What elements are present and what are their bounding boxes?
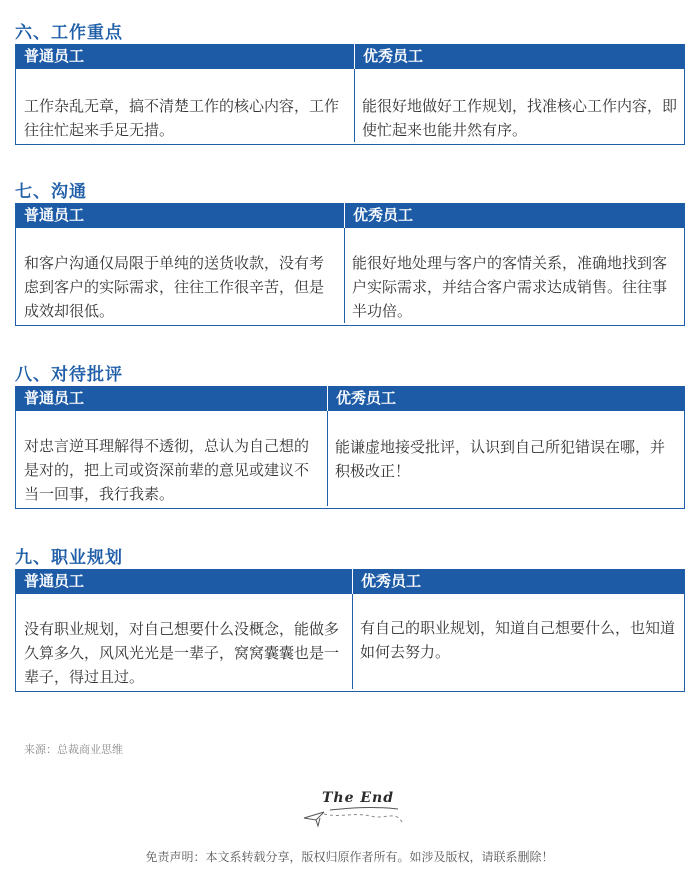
the-end-text: The End [322, 790, 395, 806]
section-title: 七、沟通 [15, 182, 87, 202]
section-work-focus [15, 22, 685, 145]
header-excellent-employee: 优秀员工 [354, 44, 684, 69]
cell-ordinary-employee: 对忠言逆耳理解得不透彻，总认为自己想的是对的，把上司或资深前辈的意见或建议不当一回事，我行我素。 [24, 437, 310, 503]
cell-excellent-employee: 能谦虚地接受批评，认识到自己所犯错误在哪，并积极改正！ [327, 411, 684, 506]
section-title: 六、工作重点 [15, 23, 123, 43]
the-end-graphic [300, 788, 410, 838]
paper-plane-icon [300, 788, 410, 838]
table-header [16, 203, 684, 228]
header-excellent-employee: 优秀员工 [352, 569, 684, 594]
cell-ordinary-employee: 和客户沟通仅局限于单纯的送货收款，没有考虑到客户的实际需求，往往工作很辛苦，但是成效却很低。 [24, 254, 325, 320]
disclaimer: 免责声明：本文系转载分享，版权归原作者所有。如涉及版权，请联系删除！ [145, 850, 554, 864]
cell-excellent-employee: 能很好地做好工作规划，找准核心工作内容，即使忙起来也能井然有序。 [354, 69, 684, 142]
header-excellent-employee: 优秀员工 [327, 386, 684, 411]
cell-ordinary-employee: 没有职业规划，对自己想要什么没概念，能做多久算多久，风风光光是一辈子，窝窝囊囊也是一辈子，得过且过。 [24, 620, 340, 686]
section-communication [15, 181, 685, 326]
table-row [16, 594, 684, 691]
table-row [16, 228, 684, 325]
table-row [16, 411, 684, 508]
cell-excellent-employee: 有自己的职业规划，知道自己想要什么，也知道如何去努力。 [352, 594, 684, 689]
header-excellent-employee: 优秀员工 [344, 203, 684, 228]
cell-excellent-employee: 能很好地处理与客户的客情关系，准确地找到客户实际需求，并结合客户需求达成销售。往往事半功倍。 [344, 228, 684, 323]
section-title: 八、对待批评 [15, 365, 123, 385]
table-header [16, 386, 684, 411]
comparison-table [15, 44, 685, 145]
table-row [16, 69, 684, 144]
cell-ordinary-employee: 工作杂乱无章，搞不清楚工作的核心内容，工作往往忙起来手足无措。 [24, 97, 340, 139]
section-career-planning [15, 547, 685, 692]
section-criticism [15, 364, 685, 509]
source-note: 来源：总裁商业思维 [24, 743, 123, 756]
table-header [16, 569, 684, 594]
section-title: 九、职业规划 [15, 548, 123, 568]
comparison-table [15, 569, 685, 692]
table-header [16, 44, 684, 69]
header-ordinary-employee: 普通员工 [24, 206, 85, 224]
comparison-table [15, 386, 685, 509]
header-ordinary-employee: 普通员工 [24, 47, 85, 65]
header-ordinary-employee: 普通员工 [24, 572, 85, 590]
header-ordinary-employee: 普通员工 [24, 389, 85, 407]
comparison-table [15, 203, 685, 326]
